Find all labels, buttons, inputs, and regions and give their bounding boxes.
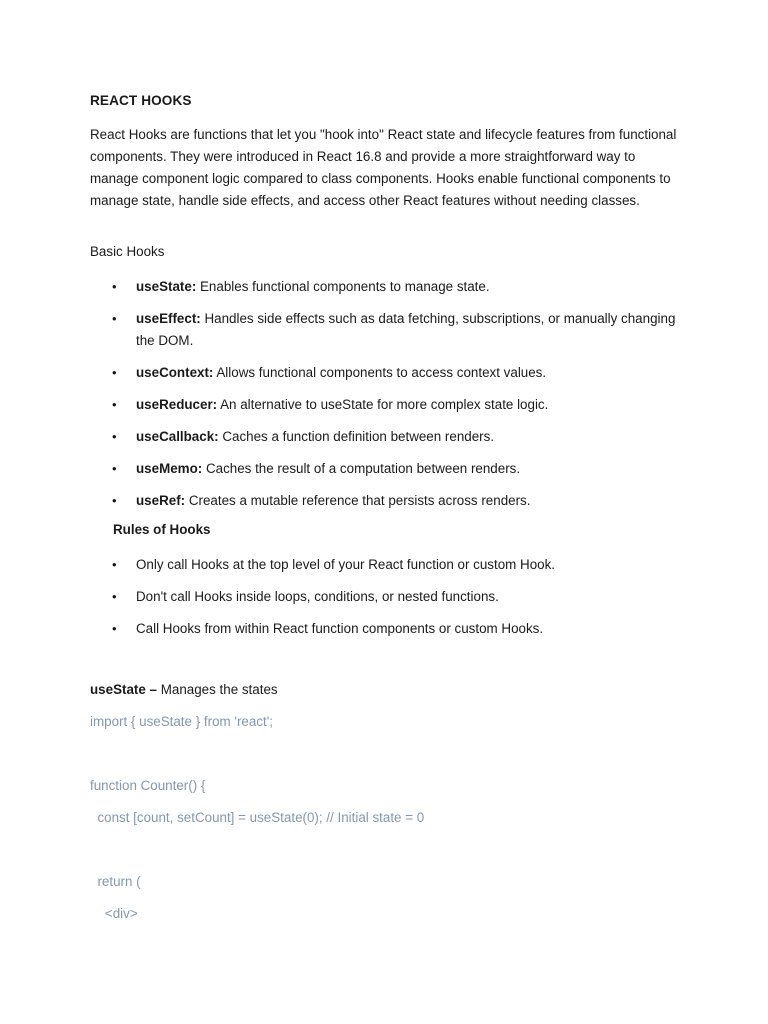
bullet-icon: •: [112, 621, 117, 636]
list-item: [90, 394, 696, 416]
usestate-heading-bold: useState –: [90, 682, 157, 697]
bullet-icon: •: [112, 365, 117, 380]
bullet-icon: •: [112, 429, 117, 444]
list-item: [90, 276, 696, 298]
bullet-icon: •: [112, 397, 117, 412]
rules-heading: Rules of Hooks: [113, 522, 211, 537]
hook-name: useContext:: [136, 365, 214, 380]
code-line: <div>: [90, 906, 138, 921]
intro-paragraph: React Hooks are functions that let you "hook into" React state and lifecycle features from functional components. They were introduced in React 16.8 and provide a more straightforward way to manage component logic compared to class components. Hooks enable functional components to manage state, handle side effects, and access other React features without needing classes.: [90, 127, 677, 208]
bullet-icon: •: [112, 493, 117, 508]
basic-hooks-heading: Basic Hooks: [90, 244, 165, 259]
list-item: [90, 586, 696, 608]
bullet-icon: •: [112, 311, 117, 326]
rule-text: Don't call Hooks inside loops, conditions, or nested functions.: [136, 589, 499, 604]
bullet-icon: •: [112, 557, 117, 572]
list-item: [90, 426, 696, 448]
bullet-icon: •: [112, 589, 117, 604]
hook-name: useMemo:: [136, 461, 203, 476]
code-line: import { useState } from 'react';: [90, 714, 273, 729]
hook-description: Handles side effects such as data fetching, subscriptions, or manually changing the DOM.: [136, 311, 676, 348]
hook-description: An alternative to useState for more complex state logic.: [217, 397, 549, 412]
list-item: [90, 458, 696, 480]
list-item: [90, 618, 696, 640]
usestate-heading: [90, 682, 278, 697]
list-item: [90, 490, 696, 512]
hook-description: Caches a function definition between renders.: [218, 429, 495, 444]
list-item: [90, 308, 696, 352]
rule-text: Only call Hooks at the top level of your React function or custom Hook.: [136, 557, 556, 572]
bullet-icon: •: [112, 279, 117, 294]
bullet-icon: •: [112, 461, 117, 476]
hook-description: Enables functional components to manage state.: [196, 279, 490, 294]
hook-name: useCallback:: [136, 429, 219, 444]
code-line: return (: [90, 874, 141, 889]
document-title: REACT HOOKS: [90, 93, 192, 108]
hook-description: Allows functional components to access context values.: [213, 365, 547, 380]
list-item: [90, 554, 696, 576]
hook-name: useState:: [136, 279, 197, 294]
list-item: [90, 362, 696, 384]
document-page: [90, 0, 690, 1024]
code-line: function Counter() {: [90, 778, 206, 793]
hook-name: useReducer:: [136, 397, 218, 412]
code-line: const [count, setCount] = useState(0); // Initial state = 0: [90, 810, 425, 825]
rule-text: Call Hooks from within React function components or custom Hooks.: [136, 621, 544, 636]
hook-description: Caches the result of a computation between renders.: [202, 461, 521, 476]
usestate-heading-rest: Manages the states: [157, 682, 278, 697]
hook-description: Creates a mutable reference that persists across renders.: [185, 493, 531, 508]
hook-name: useRef:: [136, 493, 186, 508]
hook-name: useEffect:: [136, 311, 201, 326]
